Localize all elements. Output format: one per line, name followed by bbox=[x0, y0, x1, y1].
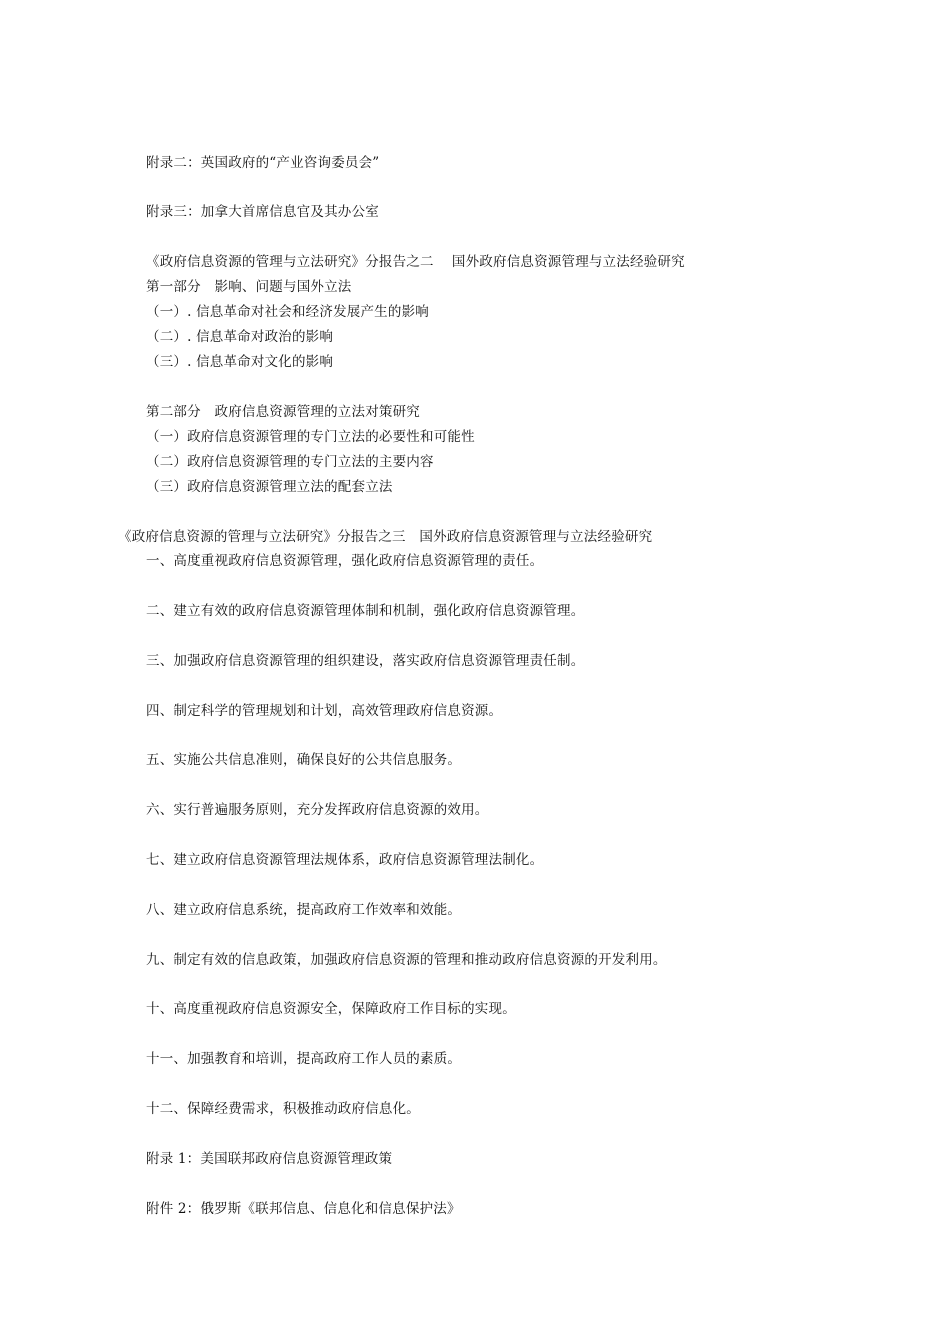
report3-item-7: 七、建立政府信息资源管理法规体系，政府信息资源管理法制化。 bbox=[146, 852, 544, 868]
report3-item-9: 九、制定有效的信息政策，加强政府信息资源的管理和推动政府信息资源的开发利用。 bbox=[146, 952, 667, 968]
report3-item-4: 四、制定科学的管理规划和计划，高效管理政府信息资源。 bbox=[146, 703, 503, 719]
report3-item-8: 八、建立政府信息系统，提高政府工作效率和效能。 bbox=[146, 902, 462, 918]
report3-item-3: 三、加强政府信息资源管理的组织建设，落实政府信息资源管理责任制。 bbox=[146, 653, 585, 669]
report2-part2-item-2: （二）政府信息资源管理的专门立法的主要内容 bbox=[146, 454, 434, 470]
report3-item-1: 一、高度重视政府信息资源管理，强化政府信息资源管理的责任。 bbox=[146, 553, 544, 569]
attachment-1: 附录 1：美国联邦政府信息资源管理政策 bbox=[146, 1151, 393, 1167]
report3-title: 《政府信息资源的管理与立法研究》分报告之三 国外政府信息资源管理与立法经验研究 bbox=[118, 529, 653, 545]
report2-title: 《政府信息资源的管理与立法研究》分报告之二 国外政府信息资源管理与立法经验研究 bbox=[146, 254, 685, 270]
report2-part2-item-1: （一）政府信息资源管理的专门立法的必要性和可能性 bbox=[146, 429, 475, 445]
report2-part1-heading: 第一部分 影响、问题与国外立法 bbox=[146, 279, 352, 295]
attachment-2: 附件 2：俄罗斯《联邦信息、信息化和信息保护法》 bbox=[146, 1201, 461, 1217]
appendix-3: 附录三：加拿大首席信息官及其办公室 bbox=[146, 204, 379, 220]
report3-item-6: 六、实行普遍服务原则，充分发挥政府信息资源的效用。 bbox=[146, 802, 489, 818]
report2-part2-item-3: （三）政府信息资源管理立法的配套立法 bbox=[146, 479, 393, 495]
report3-item-10: 十、高度重视政府信息资源安全，保障政府工作目标的实现。 bbox=[146, 1001, 516, 1017]
report3-item-12: 十二、保障经费需求，积极推动政府信息化。 bbox=[146, 1101, 420, 1117]
report3-item-2: 二、建立有效的政府信息资源管理体制和机制，强化政府信息资源管理。 bbox=[146, 603, 585, 619]
report2-part2-heading: 第二部分 政府信息资源管理的立法对策研究 bbox=[146, 404, 420, 420]
report3-item-5: 五、实施公共信息准则，确保良好的公共信息服务。 bbox=[146, 752, 462, 768]
appendix-2: 附录二：英国政府的“产业咨询委员会” bbox=[146, 155, 380, 171]
report2-part1-item-1: （一）. 信息革命对社会和经济发展产生的影响 bbox=[146, 304, 429, 320]
report2-part1-item-3: （三）. 信息革命对文化的影响 bbox=[146, 354, 334, 370]
report2-part1-item-2: （二）. 信息革命对政治的影响 bbox=[146, 329, 334, 345]
report3-item-11: 十一、加强教育和培训，提高政府工作人员的素质。 bbox=[146, 1051, 462, 1067]
